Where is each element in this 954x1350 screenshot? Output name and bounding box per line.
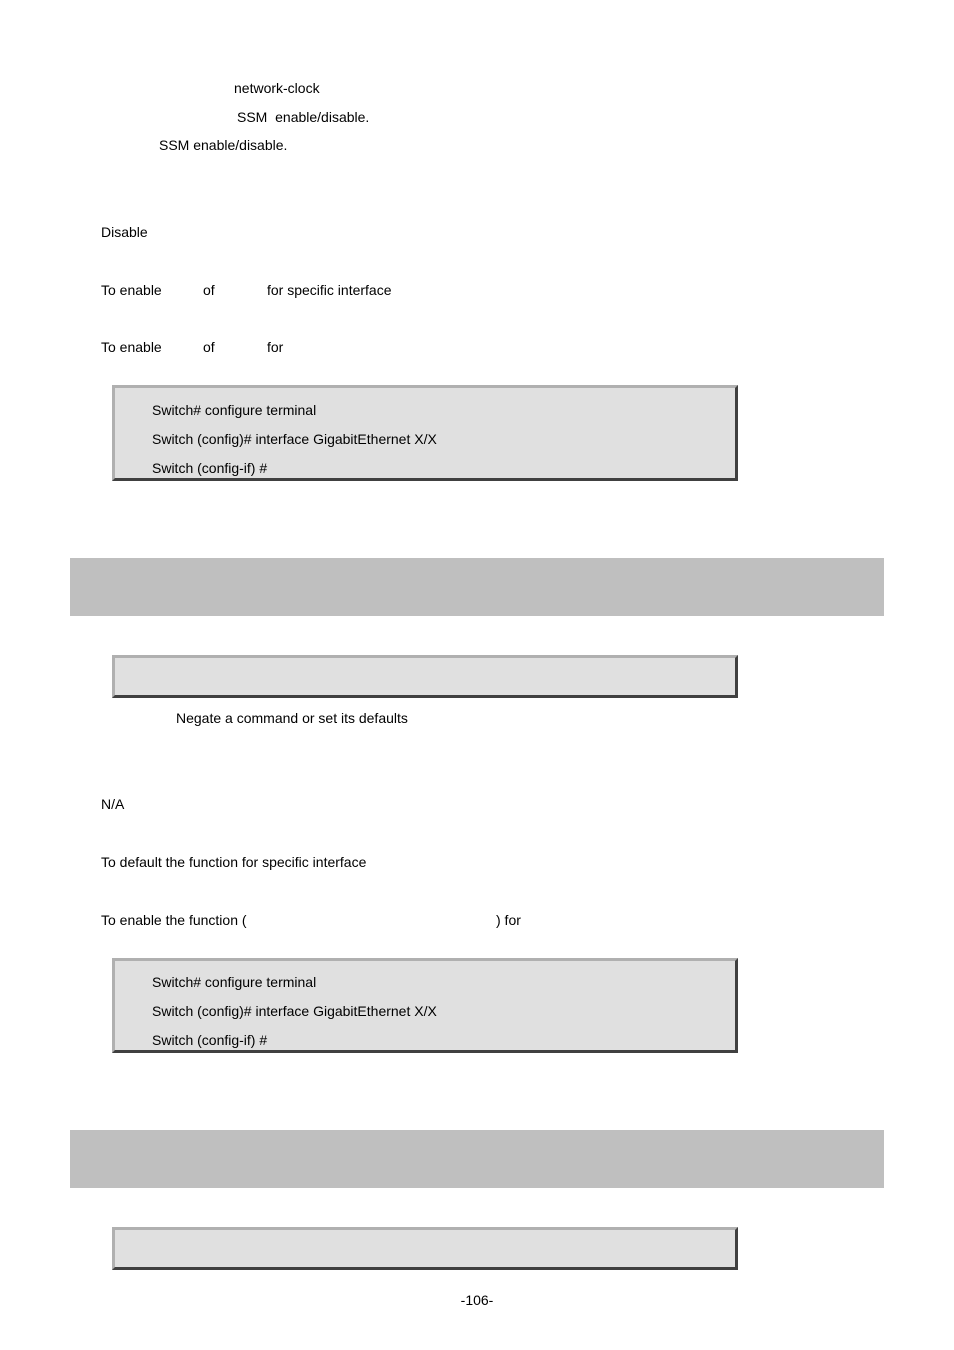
ssm-desc-text: SSM enable/disable. [159,137,288,153]
code-example-box [112,385,738,481]
code-line: Switch# configure terminal [152,974,317,990]
example-part-1: To enable [101,339,162,355]
usage-text: To default the function for specific interface [101,854,367,870]
example-suffix: ) for [496,912,521,928]
usage-part-2: of [203,282,215,298]
code-line: Switch (config)# interface GigabitEthernet X/X [152,431,437,447]
code-line: Switch# configure terminal [152,402,317,418]
code-line: Switch (config-if) # [152,460,268,476]
param-desc-text: Negate a command or set its defaults [176,710,408,726]
code-example-box [112,958,738,1053]
command-heading-band [70,1130,884,1188]
code-line: Switch (config)# interface GigabitEthernet X/X [152,1003,437,1019]
example-part-2: of [203,339,215,355]
example-part-3: for [267,339,284,355]
page-number: -106- [460,1292,494,1308]
syntax-box [112,655,738,698]
syntax-box [112,1227,738,1270]
code-line: Switch (config-if) # [152,1032,268,1048]
usage-part-3: for specific interface [267,282,392,298]
command-heading-band [70,558,884,616]
default-value-text: N/A [101,796,125,812]
usage-part-1: To enable [101,282,162,298]
network-clock-text: network-clock [234,80,320,96]
example-prefix: To enable the function ( [101,912,247,928]
ssm-param-text: SSM enable/disable. [237,109,370,125]
default-value-text: Disable [101,224,148,240]
